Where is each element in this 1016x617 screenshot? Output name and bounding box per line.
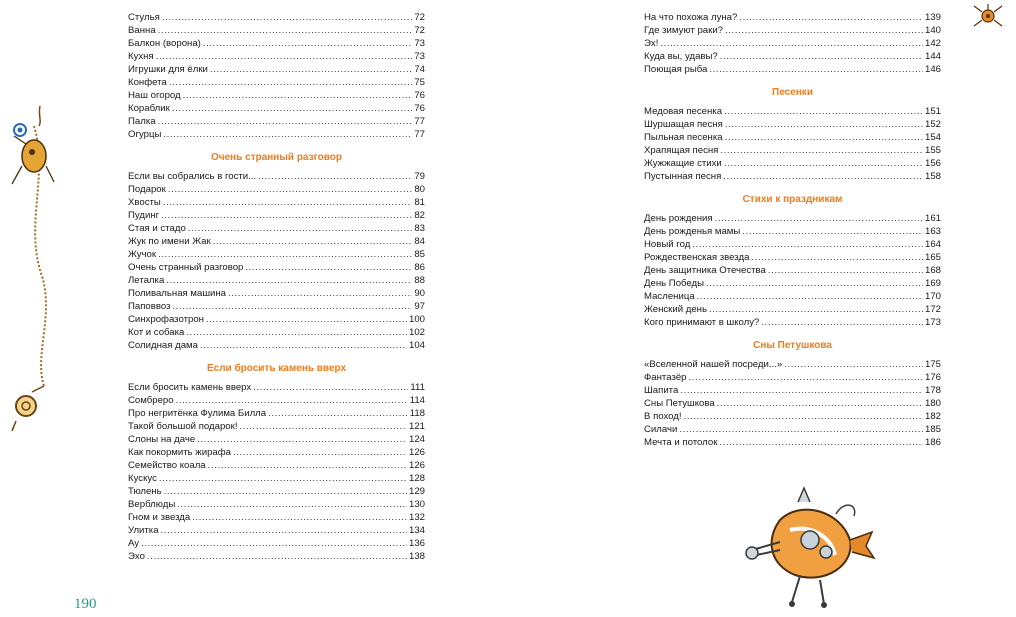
dot-leader [166, 274, 412, 287]
toc-entry-page: 169 [924, 278, 941, 289]
toc-entry-title: Если вы собрались в гости... [128, 171, 257, 182]
toc-entry-title: Игрушки для ёлки [128, 64, 208, 75]
toc-entry [644, 410, 941, 423]
dot-leader [660, 37, 923, 50]
toc-entry [644, 170, 941, 183]
toc-entry-title: Кораблик [128, 103, 170, 114]
toc-entry [128, 183, 425, 196]
toc-entry-title: Поющая рыба [644, 64, 708, 75]
toc-entry [644, 11, 941, 24]
toc-entry-title: Очень странный разговор [128, 262, 244, 273]
dot-leader [258, 170, 412, 183]
dot-leader [268, 407, 408, 420]
dot-leader [768, 264, 923, 277]
section-heading: Стихи к праздникам [742, 194, 843, 205]
toc-entry [644, 277, 941, 290]
dot-leader [141, 537, 407, 550]
toc-entry [644, 436, 941, 449]
toc-entry-title: Стулья [128, 12, 160, 23]
toc-entry-title: Про негритёнка Фулима Билла [128, 408, 267, 419]
dot-leader [697, 290, 923, 303]
dot-leader [228, 287, 412, 300]
toc-entry-title: Слоны на даче [128, 434, 196, 445]
toc-entry-title: Медовая песенка [644, 106, 723, 117]
toc-entry-title: Паповвоз [128, 301, 171, 312]
toc-entry [644, 371, 941, 384]
dot-leader [739, 11, 923, 24]
toc-left-column [128, 11, 425, 563]
fish-robot-illustration [740, 480, 880, 610]
toc-entry-title: Такой большой подарок! [128, 421, 238, 432]
dot-leader [709, 63, 923, 76]
toc-entry-page: 126 [408, 447, 425, 458]
dot-leader [725, 118, 923, 131]
section-heading: Сны Петушкова [753, 340, 832, 351]
toc-entry [128, 407, 425, 420]
toc-entry-page: 121 [408, 421, 425, 432]
toc-entry-page: 161 [924, 213, 941, 224]
toc-entry-title: В поход! [644, 411, 682, 422]
dot-leader [172, 102, 413, 115]
toc-entry-page: 146 [924, 64, 941, 75]
toc-entry-page: 170 [924, 291, 941, 302]
toc-entry-page: 126 [408, 460, 425, 471]
toc-entry [128, 300, 425, 313]
toc-entry [128, 37, 425, 50]
toc-entry [128, 102, 425, 115]
toc-entry-title: Подарок [128, 184, 166, 195]
toc-entry-page: 80 [414, 184, 425, 195]
section-heading: Очень странный разговор [211, 152, 342, 163]
toc-entry [128, 115, 425, 128]
toc-entry-title: Жужжащие стихи [644, 158, 722, 169]
toc-entry-page: 164 [924, 239, 941, 250]
toc-entry [128, 339, 425, 352]
toc-entry-title: Где зимуют раки? [644, 25, 724, 36]
toc-entry-page: 176 [924, 372, 941, 383]
dot-leader [158, 115, 413, 128]
dot-leader [183, 89, 413, 102]
dot-leader [162, 11, 413, 24]
bug-robot-chain-illustration [4, 96, 64, 446]
toc-entry-page: 173 [924, 317, 941, 328]
toc-entry-page: 182 [924, 411, 941, 422]
toc-entry-title: День рожденья мамы [644, 226, 741, 237]
toc-entry-title: Сны Петушкова [644, 398, 715, 409]
toc-entry [644, 50, 941, 63]
toc-entry-title: Сомбреро [128, 395, 174, 406]
dot-leader [706, 277, 923, 290]
toc-entry-page: 73 [414, 38, 425, 49]
dot-leader [176, 394, 408, 407]
toc-entry [128, 235, 425, 248]
toc-entry-title: Леталка [128, 275, 165, 286]
toc-entry [128, 485, 425, 498]
toc-entry-page: 139 [924, 12, 941, 23]
toc-entry-page: 90 [414, 288, 425, 299]
toc-entry-title: Куда вы, удавы? [644, 51, 718, 62]
toc-entry [644, 37, 941, 50]
toc-entry-title: Конфета [128, 77, 167, 88]
toc-entry [128, 170, 425, 183]
toc-entry-title: На что похожа луна? [644, 12, 738, 23]
toc-entry [644, 358, 941, 371]
toc-entry-page: 100 [408, 314, 425, 325]
section-heading: Если бросить камень вверх [206, 363, 347, 374]
toc-entry-page: 75 [414, 77, 425, 88]
toc-entry [644, 397, 941, 410]
toc-entry [644, 384, 941, 397]
dot-leader [720, 50, 923, 63]
toc-entry-page: 86 [414, 262, 425, 273]
dot-leader [719, 436, 923, 449]
dot-leader [725, 131, 923, 144]
toc-entry-title: Огурцы [128, 129, 162, 140]
toc-entry-title: Рождественская звезда [644, 252, 750, 263]
toc-section [128, 151, 425, 352]
toc-entry [644, 131, 941, 144]
toc-entry-title: Хвосты [128, 197, 161, 208]
toc-entry-title: Кот и собака [128, 327, 185, 338]
toc-entry [128, 498, 425, 511]
toc-entry-page: 185 [924, 424, 941, 435]
dot-leader [164, 485, 407, 498]
toc-entry-page: 85 [414, 249, 425, 260]
toc-entry [128, 11, 425, 24]
toc-right-intro [644, 11, 941, 76]
toc-entry [128, 511, 425, 524]
dot-leader [203, 37, 412, 50]
toc-entry [644, 24, 941, 37]
dot-leader [163, 196, 413, 209]
toc-entry [128, 394, 425, 407]
toc-entry-title: Стая и стадо [128, 223, 186, 234]
toc-entry [644, 212, 941, 225]
toc-entry-title: Женский день [644, 304, 707, 315]
dot-leader [692, 238, 923, 251]
toc-entry-title: Солидная дама [128, 340, 198, 351]
toc-entry-title: Балкон (ворона) [128, 38, 201, 49]
toc-entry-page: 155 [924, 145, 941, 156]
toc-entry [128, 248, 425, 261]
dot-leader [742, 225, 923, 238]
toc-section [644, 86, 941, 183]
toc-entry-page: 104 [408, 340, 425, 351]
toc-entry-page: 72 [414, 25, 425, 36]
toc-section [128, 362, 425, 563]
toc-entry [128, 524, 425, 537]
toc-entry [128, 76, 425, 89]
toc-entry-title: Гном и звезда [128, 512, 191, 523]
dot-leader [161, 524, 407, 537]
toc-entry-title: Пыльная песенка [644, 132, 723, 143]
toc-entry-page: 154 [924, 132, 941, 143]
toc-entry-title: Кого принимают в школу? [644, 317, 760, 328]
toc-right-column [644, 11, 941, 449]
dot-leader [200, 339, 407, 352]
dot-leader [168, 183, 413, 196]
dot-leader [159, 472, 407, 485]
toc-entry [644, 105, 941, 118]
toc-entry [644, 264, 941, 277]
dot-leader [245, 261, 412, 274]
toc-entry [128, 128, 425, 141]
toc-entry-title: День защитника Отечества [644, 265, 766, 276]
toc-entry-title: Кухня [128, 51, 154, 62]
toc-section [644, 193, 941, 329]
toc-entry-title: Как покормить жирафа [128, 447, 231, 458]
toc-entry-page: 114 [409, 395, 425, 406]
toc-entry [128, 89, 425, 102]
dot-leader [169, 76, 413, 89]
toc-entry [644, 423, 941, 436]
toc-entry [128, 381, 425, 394]
toc-entry-page: 156 [924, 158, 941, 169]
toc-entry-page: 168 [924, 265, 941, 276]
dot-leader [156, 50, 413, 63]
dot-leader [761, 316, 923, 329]
section-entries [644, 105, 941, 183]
toc-entry [644, 290, 941, 303]
toc-entry-page: 76 [414, 90, 425, 101]
toc-entry-page: 152 [924, 119, 941, 130]
toc-entry-page: 186 [924, 437, 941, 448]
toc-entry-title: Пустынная песня [644, 171, 722, 182]
toc-entry-page: 97 [414, 301, 425, 312]
toc-entry-title: Жучок [128, 249, 157, 260]
dot-leader [188, 222, 413, 235]
toc-entry-page: 130 [408, 499, 425, 510]
dot-leader [213, 235, 413, 248]
dot-leader [253, 381, 408, 394]
dot-leader [751, 251, 923, 264]
toc-entry [128, 446, 425, 459]
toc-entry-page: 142 [924, 38, 941, 49]
dot-leader [724, 105, 923, 118]
toc-entry-title: Пудинг [128, 210, 160, 221]
dot-leader [724, 157, 923, 170]
toc-entry-page: 128 [408, 473, 425, 484]
toc-entry-title: Ванна [128, 25, 156, 36]
toc-entry-page: 84 [414, 236, 425, 247]
toc-entry-page: 82 [414, 210, 425, 221]
toc-entry-title: «Вселенной нашей посреди...» [644, 359, 783, 370]
toc-entry-page: 72 [414, 12, 425, 23]
toc-entry-page: 102 [408, 327, 425, 338]
toc-entry-page: 136 [408, 538, 425, 549]
toc-entry-page: 81 [414, 197, 425, 208]
section-entries [644, 212, 941, 329]
dot-leader [689, 371, 923, 384]
toc-entry-title: Новый год [644, 239, 691, 250]
toc-entry [644, 316, 941, 329]
toc-entry [128, 222, 425, 235]
toc-entry [128, 261, 425, 274]
toc-entry [644, 118, 941, 131]
toc-entry-page: 124 [408, 434, 425, 445]
toc-left-intro [128, 11, 425, 141]
dot-leader [717, 397, 923, 410]
toc-entry [128, 326, 425, 339]
section-entries [128, 381, 425, 563]
toc-entry-title: Храпящая песня [644, 145, 719, 156]
toc-entry-title: Масленица [644, 291, 695, 302]
toc-entry-title: Наш огород [128, 90, 181, 101]
small-bug-illustration [968, 2, 1008, 32]
toc-entry-page: 134 [408, 525, 425, 536]
dot-leader [208, 459, 407, 472]
dot-leader [206, 313, 407, 326]
toc-entry-title: Поливальная машина [128, 288, 227, 299]
section-heading: Песенки [772, 87, 813, 98]
dot-leader [784, 358, 923, 371]
toc-entry-title: День Победы [644, 278, 705, 289]
toc-entry [128, 209, 425, 222]
toc-entry-title: Силачи [644, 424, 678, 435]
toc-entry [644, 251, 941, 264]
toc-entry-page: 140 [924, 25, 941, 36]
toc-entry [128, 537, 425, 550]
dot-leader [715, 212, 923, 225]
dot-leader [147, 550, 407, 563]
toc-entry-page: 165 [924, 252, 941, 263]
dot-leader [158, 248, 412, 261]
toc-entry [128, 420, 425, 433]
toc-entry [128, 313, 425, 326]
toc-entry [128, 24, 425, 37]
dot-leader [233, 446, 407, 459]
dot-leader [186, 326, 407, 339]
toc-entry-title: Палка [128, 116, 156, 127]
dot-leader [720, 144, 923, 157]
toc-entry-page: 73 [414, 51, 425, 62]
toc-entry-title: Если бросить камень вверх [128, 382, 252, 393]
toc-entry-page: 180 [924, 398, 941, 409]
toc-entry-page: 172 [924, 304, 941, 315]
toc-entry-page: 77 [414, 129, 425, 140]
toc-entry-page: 178 [924, 385, 941, 396]
toc-entry [644, 144, 941, 157]
dot-leader [197, 433, 407, 446]
toc-entry-title: Улитка [128, 525, 159, 536]
toc-entry [128, 196, 425, 209]
page-number: 190 [74, 596, 97, 612]
toc-entry [128, 433, 425, 446]
toc-section [644, 339, 941, 449]
toc-entry [128, 274, 425, 287]
toc-entry-title: День рождения [644, 213, 713, 224]
toc-entry-title: Кускус [128, 473, 157, 484]
toc-entry-page: 151 [924, 106, 941, 117]
toc-entry-page: 144 [924, 51, 941, 62]
section-entries [644, 358, 941, 449]
toc-entry-title: Фантазёр [644, 372, 687, 383]
toc-entry [128, 472, 425, 485]
toc-entry-title: Тюлень [128, 486, 162, 497]
toc-entry-page: 158 [924, 171, 941, 182]
dot-leader [240, 420, 407, 433]
dot-leader [709, 303, 923, 316]
toc-entry-title: Жук по имени Жак [128, 236, 211, 247]
toc-entry [128, 50, 425, 63]
toc-entry-page: 74 [414, 64, 425, 75]
toc-entry-page: 83 [414, 223, 425, 234]
toc-entry-page: 138 [408, 551, 425, 562]
dot-leader [177, 498, 407, 511]
toc-entry-page: 175 [924, 359, 941, 370]
toc-entry-page: 88 [414, 275, 425, 286]
toc-entry [644, 238, 941, 251]
section-entries [128, 170, 425, 352]
toc-entry-page: 79 [414, 171, 425, 182]
toc-entry [128, 63, 425, 76]
toc-entry [644, 63, 941, 76]
dot-leader [723, 170, 923, 183]
toc-entry-page: 77 [414, 116, 425, 127]
toc-entry-page: 163 [924, 226, 941, 237]
toc-entry-title: Эхо [128, 551, 145, 562]
toc-entry [128, 459, 425, 472]
dot-leader [172, 300, 412, 313]
toc-entry-title: Синхрофазотрон [128, 314, 204, 325]
toc-entry [644, 157, 941, 170]
dot-leader [158, 24, 413, 37]
dot-leader [161, 209, 412, 222]
toc-entry-title: Эх! [644, 38, 659, 49]
toc-entry-title: Мечта и потолок [644, 437, 718, 448]
toc-entry-title: Ау [128, 538, 140, 549]
toc-entry-page: 132 [408, 512, 425, 523]
toc-entry [128, 550, 425, 563]
dot-leader [192, 511, 407, 524]
dot-leader [725, 24, 923, 37]
toc-entry-page: 111 [410, 382, 425, 393]
dot-leader [684, 410, 923, 423]
dot-leader [679, 423, 923, 436]
toc-entry-title: Шапита [644, 385, 679, 396]
toc-entry-page: 76 [414, 103, 425, 114]
toc-entry-title: Семейство коала [128, 460, 206, 471]
toc-entry-page: 129 [408, 486, 425, 497]
dot-leader [680, 384, 923, 397]
dot-leader [210, 63, 412, 76]
toc-entry-title: Шуршащая песня [644, 119, 723, 130]
toc-entry-title: Верблюды [128, 499, 176, 510]
toc-entry [644, 303, 941, 316]
toc-entry [644, 225, 941, 238]
toc-entry-page: 118 [409, 408, 425, 419]
toc-entry [128, 287, 425, 300]
dot-leader [163, 128, 412, 141]
